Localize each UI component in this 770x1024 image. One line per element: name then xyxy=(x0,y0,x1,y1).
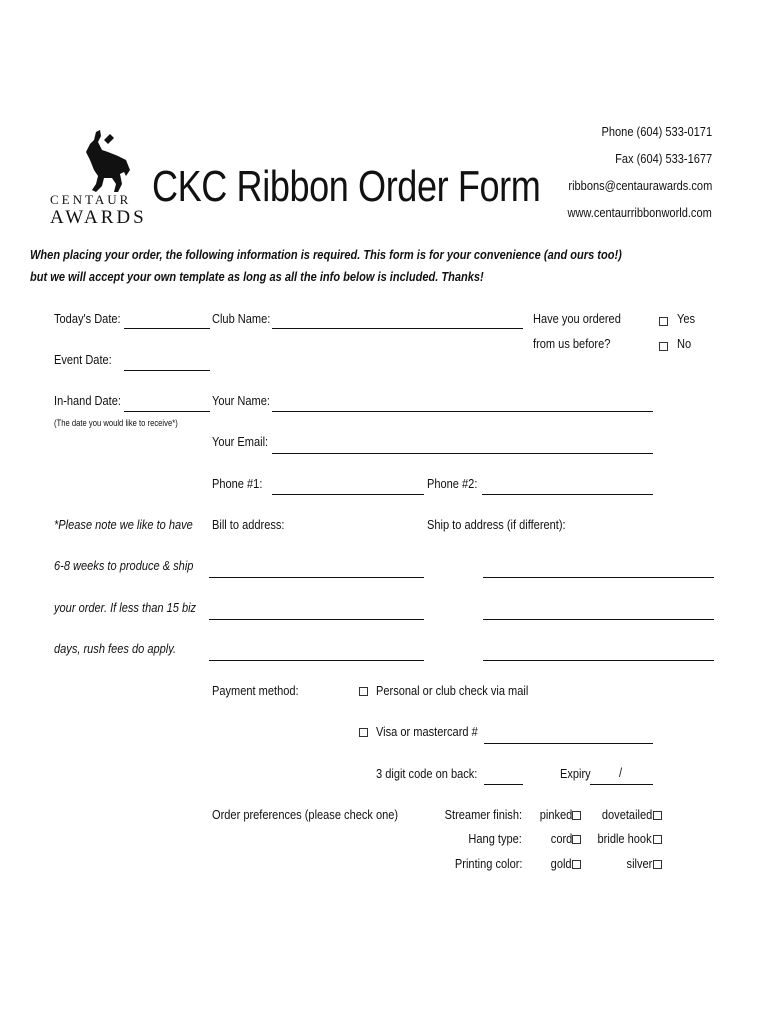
intro-line1: When placing your order, the following information is required. This form is for your convenience (and ours too!) xyxy=(30,247,622,262)
dovetailed-checkbox[interactable] xyxy=(653,811,662,820)
bridle-hook-checkbox[interactable] xyxy=(653,835,662,844)
intro-line2: but we will accept your own template as long as all the info below is included. Thanks! xyxy=(30,269,484,284)
streamer-finish-label: Streamer finish: xyxy=(444,807,522,822)
bill-address-line3[interactable] xyxy=(209,660,424,661)
club-name-label: Club Name: xyxy=(212,311,271,326)
your-email-field[interactable] xyxy=(272,453,653,454)
card-option-label: Visa or mastercard # xyxy=(376,724,478,739)
your-email-label: Your Email: xyxy=(212,434,269,449)
gold-checkbox[interactable] xyxy=(572,860,581,869)
silver-checkbox[interactable] xyxy=(653,860,662,869)
ordered-before-line2: from us before? xyxy=(533,336,611,351)
inhand-date-label: In-hand Date: xyxy=(54,393,121,408)
event-date-field[interactable] xyxy=(124,370,210,371)
phone1-field[interactable] xyxy=(272,494,424,495)
yes-label: Yes xyxy=(677,311,696,326)
club-name-field[interactable] xyxy=(272,328,523,329)
centaur-logo-icon xyxy=(74,130,134,194)
contact-phone: Phone (604) 533-0171 xyxy=(601,124,712,139)
printing-color-label: Printing color: xyxy=(454,856,522,871)
logo-line1: CENTAUR xyxy=(50,192,132,207)
ship-address-line1[interactable] xyxy=(483,577,714,578)
todays-date-label: Today's Date: xyxy=(54,311,121,326)
pinked-checkbox[interactable] xyxy=(572,811,581,820)
contact-fax: Fax (604) 533-1677 xyxy=(614,151,712,166)
phone2-label: Phone #2: xyxy=(427,476,478,491)
payment-method-label: Payment method: xyxy=(212,683,299,698)
expiry-slash: / xyxy=(619,765,623,780)
bridle-hook-label: bridle hook xyxy=(597,831,652,846)
todays-date-field[interactable] xyxy=(124,328,210,329)
silver-label: silver xyxy=(626,856,652,871)
gold-label: gold xyxy=(551,856,572,871)
bill-address-line1[interactable] xyxy=(209,577,424,578)
bill-address-line2[interactable] xyxy=(209,619,424,620)
your-name-field[interactable] xyxy=(272,411,653,412)
rush-note-line3: your order. If less than 15 biz xyxy=(54,600,197,615)
security-code-label: 3 digit code on back: xyxy=(376,766,478,781)
phone1-label: Phone #1: xyxy=(212,476,263,491)
ship-address-line2[interactable] xyxy=(483,619,714,620)
rush-note-line1: *Please note we like to have xyxy=(54,517,193,532)
ship-to-label: Ship to address (if different): xyxy=(427,517,566,532)
order-preferences-label: Order preferences (please check one) xyxy=(212,807,399,822)
yes-checkbox[interactable] xyxy=(659,317,668,326)
pinked-label: pinked xyxy=(539,807,572,822)
logo xyxy=(50,128,147,233)
contact-website[interactable]: www.centaurribbonworld.com xyxy=(567,205,712,220)
dovetailed-label: dovetailed xyxy=(601,807,652,822)
cord-label: cord xyxy=(550,831,572,846)
ship-address-line3[interactable] xyxy=(483,660,714,661)
check-checkbox[interactable] xyxy=(359,687,368,696)
phone2-field[interactable] xyxy=(482,494,653,495)
card-number-field[interactable] xyxy=(484,743,653,744)
hang-type-label: Hang type: xyxy=(468,831,522,846)
event-date-label: Event Date: xyxy=(54,352,112,367)
expiry-label: Expiry xyxy=(560,766,591,781)
card-checkbox[interactable] xyxy=(359,728,368,737)
no-checkbox[interactable] xyxy=(659,342,668,351)
bill-to-label: Bill to address: xyxy=(212,517,285,532)
expiry-field[interactable] xyxy=(590,784,653,785)
rush-note-line2: 6-8 weeks to produce & ship xyxy=(54,558,194,573)
inhand-date-note: (The date you would like to receive*) xyxy=(54,418,178,428)
ordered-before-line1: Have you ordered xyxy=(533,311,621,326)
your-name-label: Your Name: xyxy=(212,393,270,408)
logo-line2: AWARDS xyxy=(50,207,147,228)
rush-note-line4: days, rush fees do apply. xyxy=(54,641,177,656)
contact-email[interactable]: ribbons@centaurawards.com xyxy=(568,178,712,193)
cord-checkbox[interactable] xyxy=(572,835,581,844)
no-label: No xyxy=(677,336,692,351)
check-option-label: Personal or club check via mail xyxy=(376,683,529,698)
page-title: CKC Ribbon Order Form xyxy=(152,162,541,211)
inhand-date-field[interactable] xyxy=(124,411,210,412)
security-code-field[interactable] xyxy=(484,784,523,785)
